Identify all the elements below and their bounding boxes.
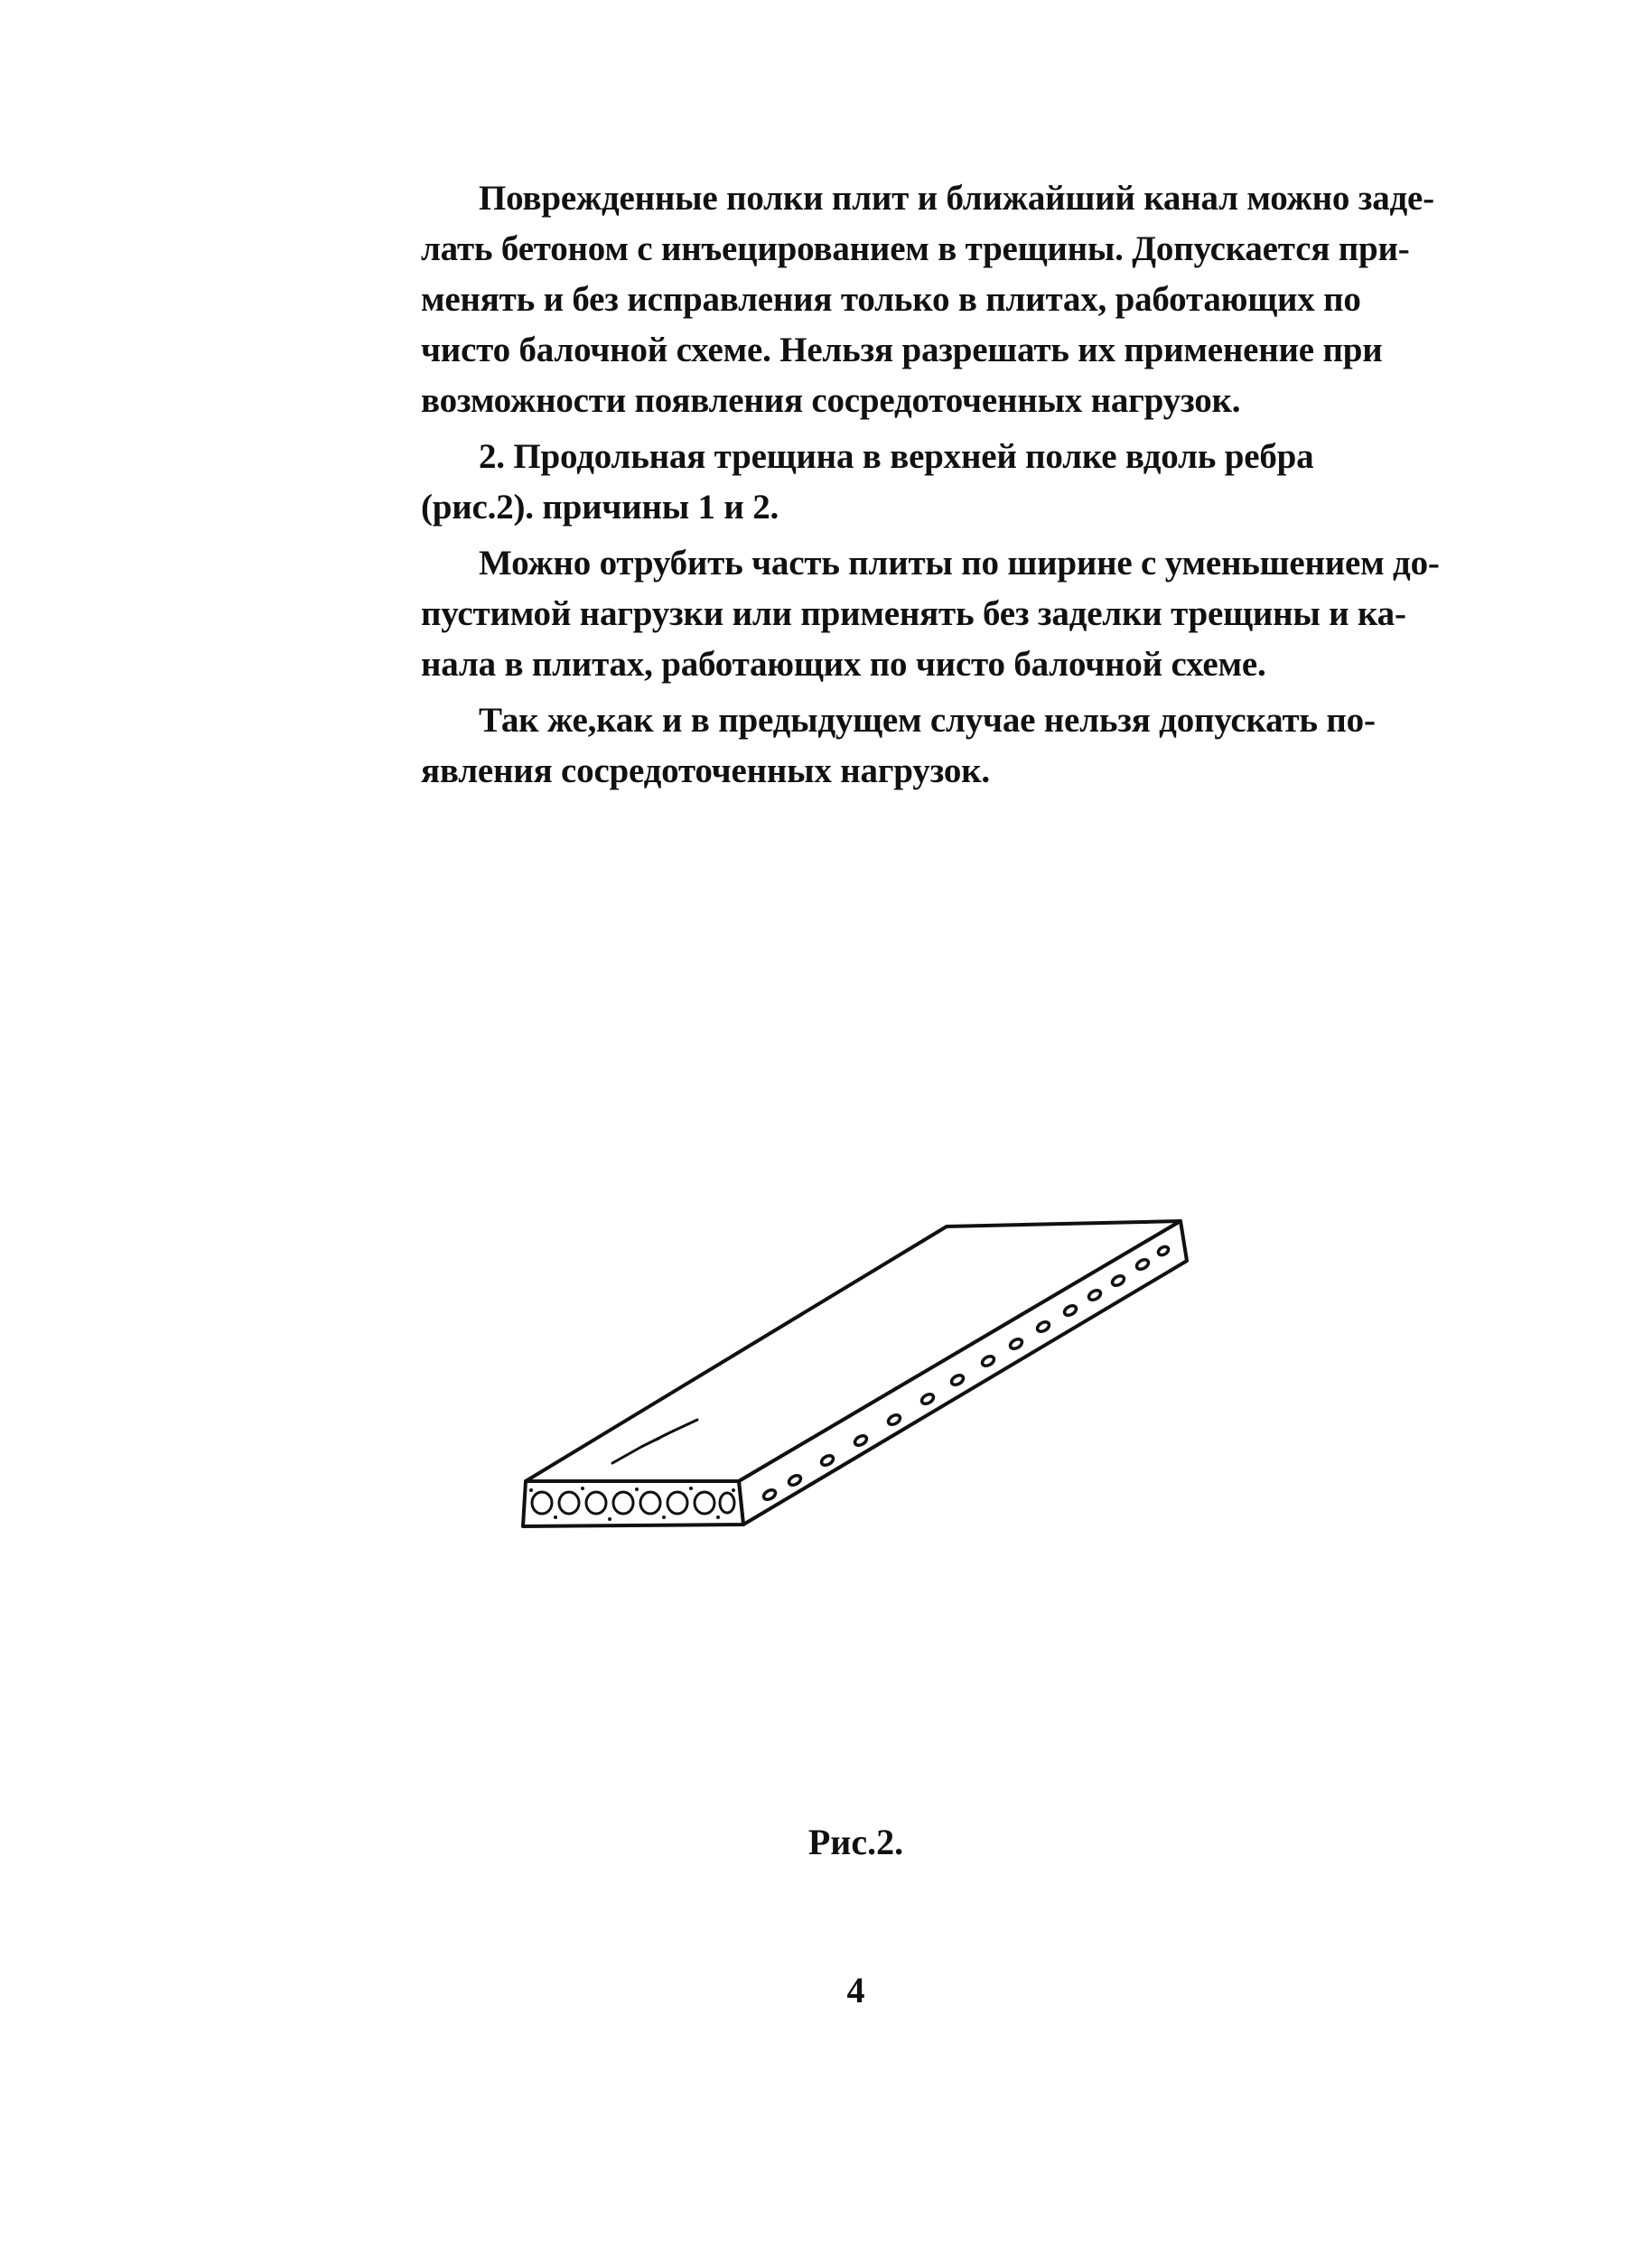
figure-caption-text: Рис.2. bbox=[807, 1822, 904, 1862]
text-line: пустимой нагрузки или применять без заделки трещины и ка- bbox=[421, 594, 1406, 633]
text-line: чисто балочной схеме. Нельзя разрешать их применение при bbox=[421, 331, 1383, 369]
text-line: (рис.2). причины 1 и 2. bbox=[421, 488, 779, 527]
body-text bbox=[421, 173, 1487, 797]
text-line: Можно отрубить часть плиты по ширине с уменьшением до- bbox=[479, 544, 1440, 583]
text-line: нала в плитах, работающих по чисто балочной схеме. bbox=[421, 645, 1266, 684]
text-line: явления сосредоточенных нагрузок. bbox=[421, 751, 990, 790]
text-line: менять и без исправления только в плитах, работающих по bbox=[421, 280, 1361, 319]
text-line: Поврежденные полки плит и ближайший канал можно заде- bbox=[479, 179, 1434, 218]
page-number bbox=[0, 1969, 1652, 2011]
text-line: лать бетоном с инъецированием в трещины. Допускается при- bbox=[421, 229, 1410, 268]
figure-caption bbox=[0, 1821, 1652, 1863]
page-number-text: 4 bbox=[846, 1970, 865, 2010]
hollow-core-slab-drawing bbox=[506, 1219, 1210, 1544]
text-line: возможности появления сосредоточенных нагрузок. bbox=[421, 381, 1241, 420]
text-line: Так же,как и в предыдущем случае нельзя допускать по- bbox=[479, 701, 1376, 740]
text-line: 2. Продольная трещина в верхней полке вдоль ребра bbox=[479, 437, 1314, 476]
